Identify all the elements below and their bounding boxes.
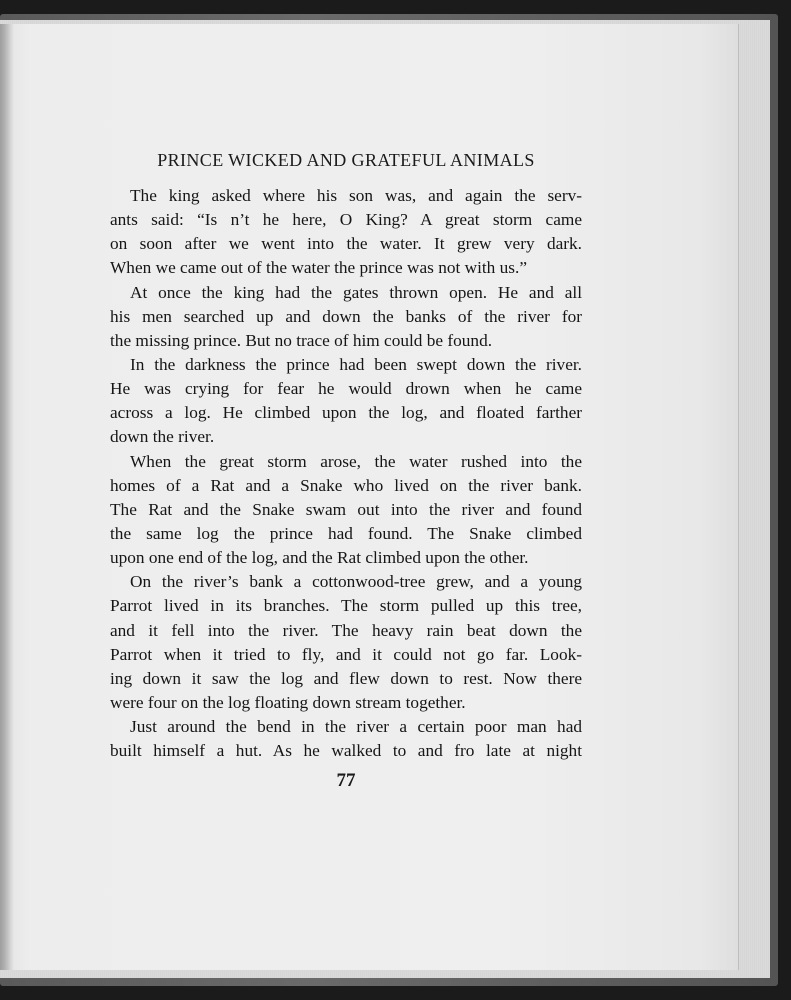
text-line: ing down it saw the log and flew down to rest. Now there: [110, 668, 582, 688]
page-number: 77: [336, 770, 356, 791]
text-line: upon one end of the log, and the Rat climbed upon the other.: [110, 548, 529, 568]
text-line: When the great storm arose, the water rushed into the: [130, 451, 582, 471]
text-line: homes of a Rat and a Snake who lived on the river bank.: [110, 475, 582, 495]
text-line: on soon after we went into the water. It grew very dark.: [110, 234, 582, 254]
text-line: The Rat and the Snake swam out into the river and found: [110, 499, 582, 519]
text-line: ants said: “Is n’t he here, O King? A great storm came: [110, 210, 582, 230]
body-text: [110, 184, 582, 763]
text-line: across a log. He climbed upon the log, and floated farther: [110, 403, 582, 423]
text-line: On the river’s bank a cottonwood-tree grew, and a young: [130, 572, 582, 592]
text-line: built himself a hut. As he walked to and fro late at night: [110, 741, 582, 761]
text-line: In the darkness the prince had been swept down the river.: [130, 354, 582, 374]
text-line: the same log the prince had found. The Snake climbed: [110, 523, 582, 543]
text-line: Parrot lived in its branches. The storm pulled up this tree,: [110, 596, 582, 616]
text-line: The king asked where his son was, and again the serv-: [130, 186, 582, 205]
gutter-shadow: [0, 24, 14, 970]
running-head: PRINCE WICKED AND GRATEFUL ANIMALS: [157, 150, 535, 170]
text-line: Parrot when it tried to fly, and it could not go far. Look-: [110, 644, 582, 664]
text-line: Just around the bend in the river a certain poor man had: [130, 717, 582, 737]
text-line: the missing prince. But no trace of him could be found.: [110, 330, 493, 350]
text-line: At once the king had the gates thrown open. He and all: [130, 282, 582, 302]
text-line: He was crying for fear he would drown when he came: [110, 379, 582, 399]
text-line: down the river.: [110, 427, 215, 447]
text-line: and it fell into the river. The heavy rain beat down the: [110, 620, 582, 640]
text-line: When we came out of the water the prince was not with us.”: [110, 258, 528, 278]
text-line: his men searched up and down the banks of the river for: [110, 306, 582, 326]
text-line: were four on the log floating down stream together.: [110, 692, 466, 712]
